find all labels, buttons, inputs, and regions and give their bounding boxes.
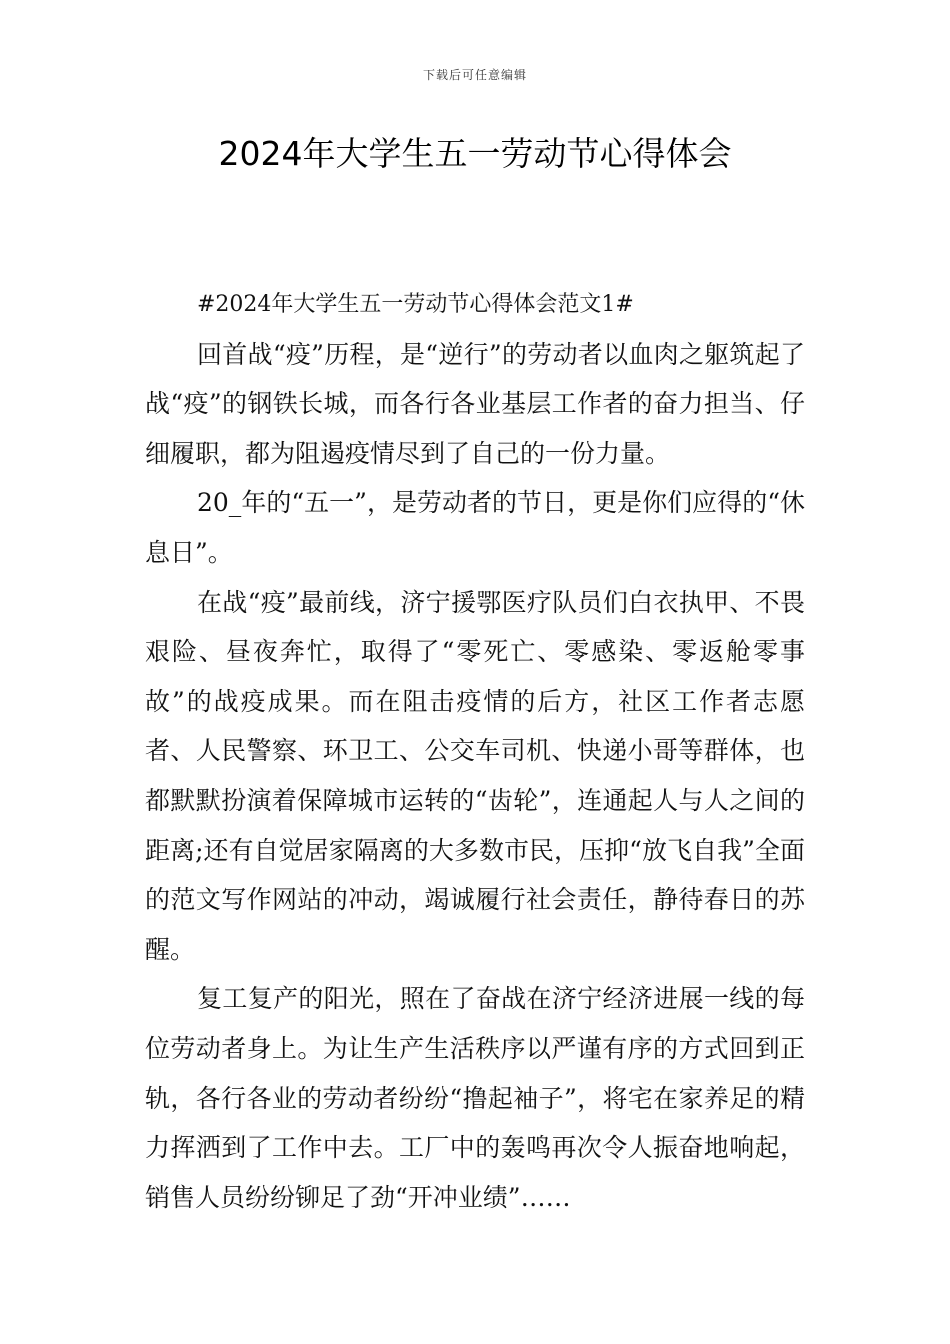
- body-paragraph-3: 在战“疫”最前线，济宁援鄂医疗队员们白衣执甲、不畏艰险、昼夜奔忙，取得了“零死亡、零感染、零返舱零事故”的战疫成果。而在阻击疫情的后方，社区工作者志愿者、人民警察、环卫工、公交车司机、快递小哥等群体，也都默默扮演着保障城市运转的“齿轮”，连通起人与人之间的距离;还有自觉居家隔离的大多数市民，压抑“放飞自我”全面的范文写作网站的冲动，竭诚履行社会责任，静待春日的苏醒。: [145, 587, 805, 964]
- document-title: 2024年大学生五一劳动节心得体会: [218, 134, 732, 173]
- body-paragraph-2: 20_年的“五一”，是劳动者的节日，更是你们应得的“休息日”。: [145, 488, 805, 567]
- section-heading: #2024年大学生五一劳动节心得体会范文1#: [197, 292, 634, 317]
- document-body: [145, 280, 805, 1222]
- body-paragraph-1: 回首战“疫”历程，是“逆行”的劳动者以血肉之躯筑起了战“疫”的钢铁长城，而各行各业基层工作者的奋力担当、仔细履职，都为阻遏疫情尽到了自己的一份力量。: [145, 339, 805, 468]
- body-paragraph-4: 复工复产的阳光，照在了奋战在济宁经济进展一线的每位劳动者身上。为让生产生活秩序以严谨有序的方式回到正轨，各行各业的劳动者纷纷“撸起袖子”，将宅在家养足的精力挥洒到了工作中去。工厂中的轰鸣再次令人振奋地响起，销售人员纷纷铆足了劲“开冲业绩”……: [145, 984, 805, 1212]
- page-header-note: 下载后可任意编辑: [422, 68, 527, 82]
